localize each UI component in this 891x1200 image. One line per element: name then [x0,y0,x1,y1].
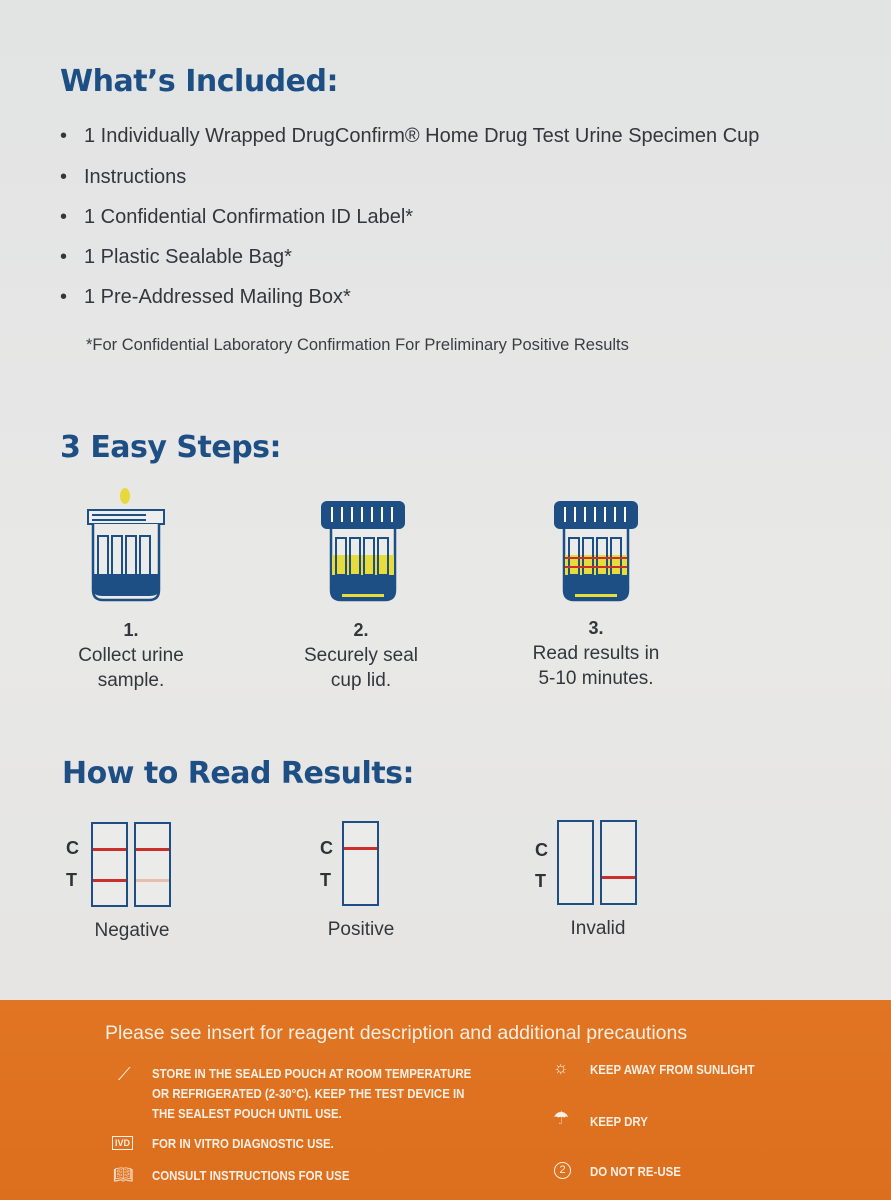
item-text: 1 Individually Wrapped DrugConfirm® Home Drug Test Urine Specimen Cup [84,125,760,147]
step-text: Collect urine [78,645,184,666]
precautions-header: Please see insert for reagent description and additional precautions [105,1022,688,1044]
control-label: C [535,840,548,860]
whats-included-title: What’s Included: [60,64,338,99]
urine-cup-open-icon [84,486,168,602]
list-item [60,206,413,229]
test-strip [134,822,171,907]
no-reuse-icon: 2 [554,1162,571,1179]
storage-line: THE SEALEST POUCH UNTIL USE. [152,1106,342,1121]
test-strip [91,822,128,907]
step-text: cup lid. [330,670,392,691]
bullet: • [60,125,68,147]
list-item [60,166,186,189]
thermometer-icon: ⟋ [118,1064,131,1084]
step-text: 5-10 minutes. [538,668,654,689]
test-label: T [535,871,546,891]
bullet: • [60,286,68,308]
sunlight-text: KEEP AWAY FROM SUNLIGHT [590,1062,755,1077]
reuse-text: DO NOT RE-USE [590,1164,681,1179]
list-item [60,286,351,309]
test-strip [600,820,637,905]
negative-label: Negative [94,920,170,941]
sunlight-icon: ☼ [553,1058,569,1077]
ivd-icon: IVD [112,1136,133,1150]
footnote: *For Confidential Laboratory Confirmation For Preliminary Positive Results [86,336,629,354]
storage-text [152,1064,471,1124]
step-text: sample. [97,670,165,691]
storage-line: OR REFRIGERATED (2-30°C). KEEP THE TEST DEVICE IN [152,1086,465,1101]
step-text: Read results in [532,643,660,664]
umbrella-icon: ☂ [553,1108,570,1128]
faint-test-line [136,879,169,882]
results-title: How to Read Results: [62,756,415,791]
test-strip [342,821,379,906]
list-item [60,125,759,148]
bullet: • [60,206,68,228]
step-number: 3. [588,618,604,638]
urine-cup-sealed-icon [320,500,406,602]
step-3 [496,616,696,691]
step-number: 1. [123,620,139,640]
book-icon: 📖︎ [113,1167,134,1184]
test-line [602,876,635,879]
invalid-label: Invalid [570,918,626,939]
control-label: C [66,838,79,858]
urine-cup-results-icon [553,500,639,602]
test-strip [557,820,594,905]
test-label: T [320,870,331,890]
dry-text: KEEP DRY [590,1114,648,1129]
ivd-text: FOR IN VITRO DIAGNOSTIC USE. [152,1136,334,1151]
item-text: 1 Confidential Confirmation ID Label* [84,206,414,228]
steps-title: 3 Easy Steps: [60,430,282,465]
list-item [60,246,292,269]
step-1 [31,618,231,693]
positive-label: Positive [327,919,395,940]
consult-text: CONSULT INSTRUCTIONS FOR USE [152,1168,350,1183]
item-text: 1 Plastic Sealable Bag* [84,246,292,268]
test-label: T [66,870,77,890]
precautions-panel [0,1000,891,1200]
control-line [93,848,126,851]
step-number: 2. [353,620,369,640]
item-text: Instructions [84,166,187,188]
step-2 [261,618,461,693]
control-label: C [320,838,333,858]
storage-line: STORE IN THE SEALED POUCH AT ROOM TEMPERATURE [152,1066,472,1081]
item-text: 1 Pre-Addressed Mailing Box* [84,286,351,308]
control-line [344,847,377,850]
step-text: Securely seal [303,645,419,666]
test-line [93,879,126,882]
bullet: • [60,246,68,268]
bullet: • [60,166,68,188]
control-line [136,848,169,851]
